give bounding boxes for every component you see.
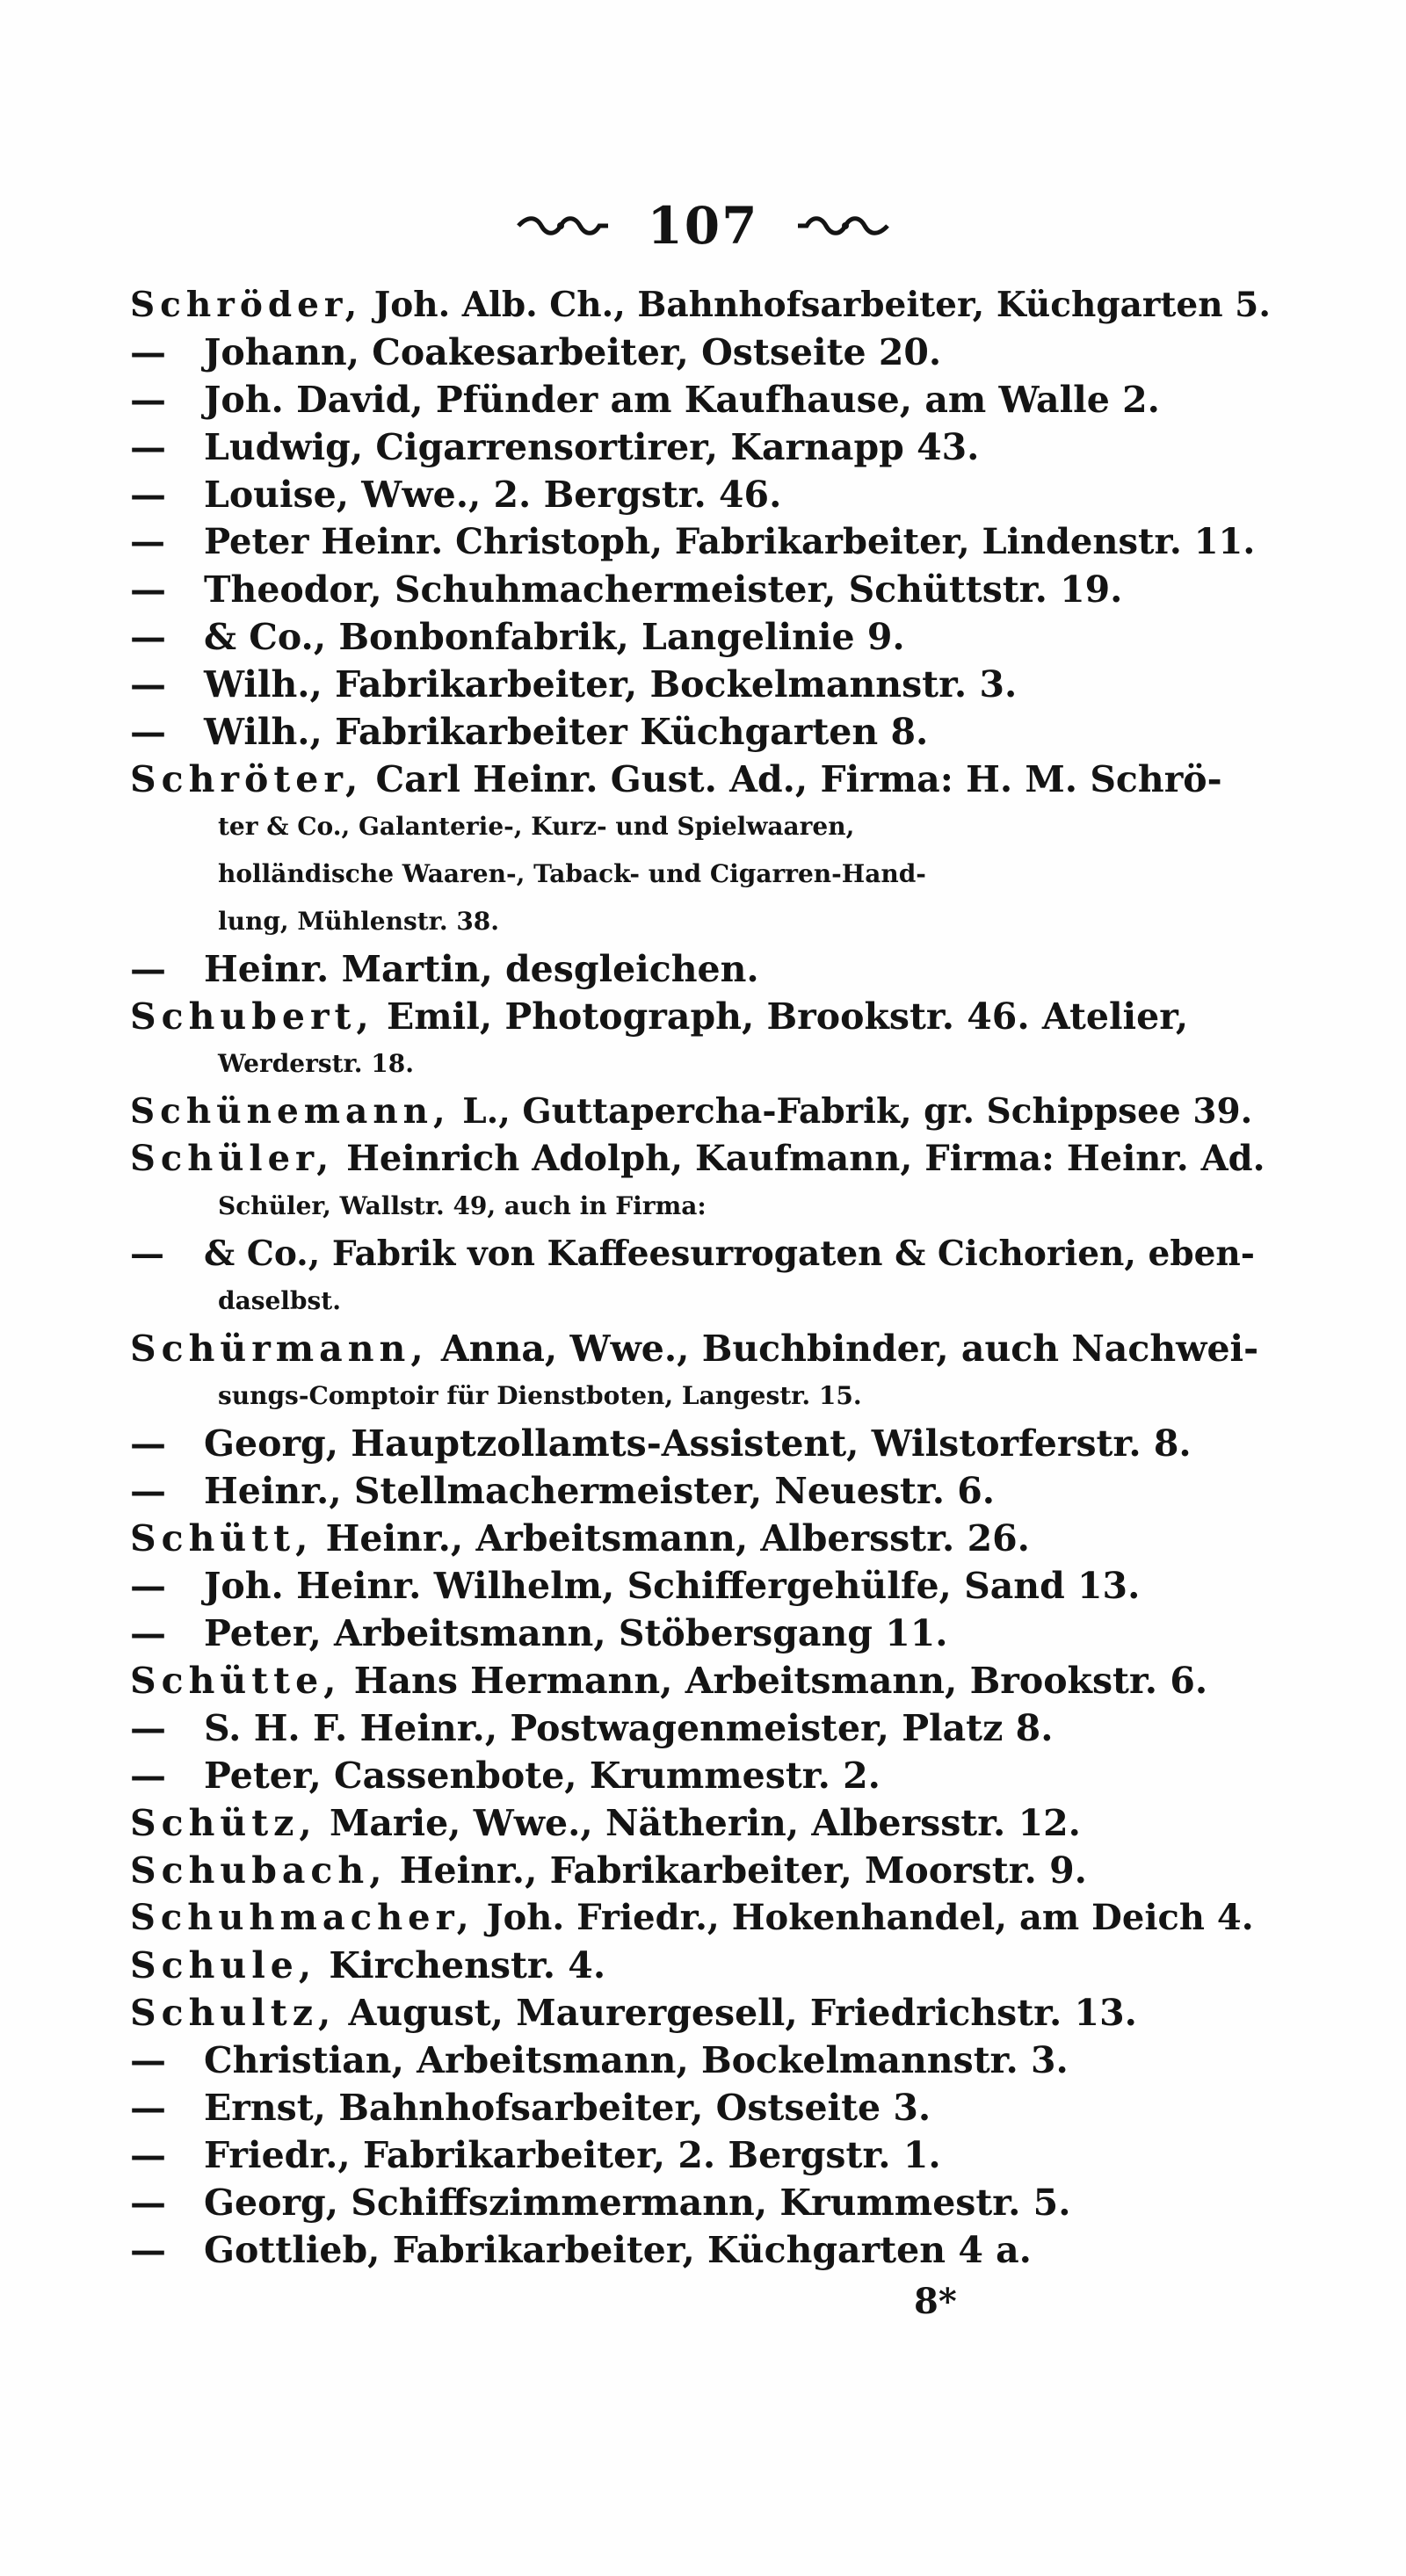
entry-text: Hans Hermann, Arbeitsmann, Brookstr. 6. xyxy=(341,1660,1208,1702)
entry-continuation: lung, Mühlenstr. 38. xyxy=(218,907,500,936)
entry-text: & Co., Bonbonfabrik, Langelinie 9. xyxy=(204,616,905,658)
directory-entry xyxy=(130,329,1272,376)
ditto-dash: — xyxy=(130,2134,166,2176)
entry-surname: Schröder, xyxy=(130,285,363,325)
directory-entry xyxy=(130,945,1272,993)
directory-entry xyxy=(130,1704,1272,1752)
entry-text: Anna, Wwe., Buchbinder, auch Nachwei- xyxy=(428,1328,1259,1370)
page-header xyxy=(0,195,1406,257)
entry-continuation: holländische Waaren-, Taback- und Cigarren-Hand- xyxy=(218,859,926,888)
entry-surname: Schünemann, xyxy=(130,1091,451,1132)
page-number: 107 xyxy=(647,196,759,256)
entry-text: Gottlieb, Fabrikarbeiter, Küchgarten 4 a. xyxy=(204,2229,1032,2271)
entry-surname: Schütt, xyxy=(130,1517,314,1559)
directory-entry xyxy=(130,1515,1272,1562)
entry-text: Georg, Hauptzollamts-Assistent, Wilstorferstr. 8. xyxy=(204,1422,1192,1465)
entry-text: Peter, Cassenbote, Krummestr. 2. xyxy=(204,1755,881,1797)
ditto-dash: — xyxy=(130,521,165,562)
entry-continuation: daselbst. xyxy=(218,1286,341,1315)
ditto-dash: — xyxy=(130,1565,166,1607)
entry-text: Ernst, Bahnhofsarbeiter, Ostseite 3. xyxy=(204,2087,931,2129)
entry-surname: Schröter, xyxy=(130,758,364,800)
directory-entry xyxy=(130,613,1272,661)
entry-text: Joh. David, Pfünder am Kaufhause, am Walle 2. xyxy=(204,379,1160,421)
ditto-dash: — xyxy=(130,1470,166,1512)
entry-surname: Schubert, xyxy=(130,995,374,1038)
directory-entry xyxy=(130,1420,1272,1467)
directory-entry xyxy=(130,1942,1272,1989)
entry-text: Heinrich Adolph, Kaufmann, Firma: Heinr. Ad. xyxy=(334,1138,1265,1179)
directory-entry xyxy=(130,2131,1272,2179)
entry-text: Louise, Wwe., 2. Bergstr. 46. xyxy=(204,474,782,516)
entry-text: Joh. Friedr., Hokenhandel, am Deich 4. xyxy=(474,1897,1254,1938)
directory-entry xyxy=(130,1610,1272,1657)
entry-text: Marie, Wwe., Nätherin, Albersstr. 12. xyxy=(316,1802,1081,1844)
entry-surname: Schuhmacher, xyxy=(130,1897,475,1938)
directory-entry xyxy=(130,281,1272,329)
ditto-dash: — xyxy=(130,1612,166,1654)
directory-entry xyxy=(130,1989,1272,2037)
entry-text: & Co., Fabrik von Kaffeesurrogaten & Cichorien, eben- xyxy=(204,1234,1255,1274)
directory-entry xyxy=(130,518,1272,566)
ditto-dash: — xyxy=(130,568,166,611)
entry-text: Christian, Arbeitsmann, Bockelmannstr. 3. xyxy=(204,2039,1069,2081)
ditto-dash: — xyxy=(130,379,166,421)
entry-text: Peter Heinr. Christoph, Fabrikarbeiter, Lindenstr. 11. xyxy=(204,521,1256,562)
entry-text: Emil, Photograph, Brookstr. 46. Atelier, xyxy=(373,995,1189,1038)
entry-text: Wilh., Fabrikarbeiter, Bockelmannstr. 3. xyxy=(204,663,1018,706)
right-ornament-icon xyxy=(794,213,891,239)
directory-entry xyxy=(130,1562,1272,1610)
directory-entry xyxy=(130,376,1272,423)
ditto-dash: — xyxy=(130,663,166,706)
ditto-dash: — xyxy=(130,331,166,373)
entry-text: Johann, Coakesarbeiter, Ostseite 20. xyxy=(204,331,942,373)
ditto-dash: — xyxy=(130,474,166,516)
directory-entry xyxy=(130,2037,1272,2084)
ditto-dash: — xyxy=(130,1755,166,1797)
entry-text: Georg, Schiffszimmermann, Krummestr. 5. xyxy=(204,2182,1071,2224)
ditto-dash: — xyxy=(130,1422,166,1465)
entry-continuation: sungs-Comptoir für Dienstboten, Langestr. 15. xyxy=(218,1381,862,1410)
directory-entry xyxy=(130,993,1272,1040)
ditto-dash: — xyxy=(130,426,166,468)
ditto-dash: — xyxy=(130,711,166,753)
entry-text: Heinr. Martin, desgleichen. xyxy=(204,948,759,990)
left-ornament-icon xyxy=(515,213,612,239)
entry-continuation: Schüler, Wallstr. 49, auch in Firma: xyxy=(218,1191,707,1220)
entry-surname: Schubach, xyxy=(130,1849,388,1892)
entry-text: Carl Heinr. Gust. Ad., Firma: H. M. Schrö- xyxy=(363,758,1222,800)
entry-text: L., Guttapercha-Fabrik, gr. Schippsee 39. xyxy=(450,1091,1253,1132)
ditto-dash: — xyxy=(130,948,166,990)
directory-entry xyxy=(130,566,1272,613)
entry-text: Heinr., Arbeitsmann, Albersstr. 26. xyxy=(313,1517,1030,1559)
entry-surname: Schüler, xyxy=(130,1138,335,1179)
entry-text: August, Maurergesell, Friedrichstr. 13. xyxy=(336,1992,1137,2034)
directory-entry xyxy=(130,756,1272,803)
directory-entry xyxy=(130,1752,1272,1799)
directory-entry xyxy=(130,1847,1272,1894)
directory-entry xyxy=(130,2179,1272,2226)
directory-entry xyxy=(130,1467,1272,1515)
ditto-dash: — xyxy=(130,2039,166,2081)
entry-text: Ludwig, Cigarrensortirer, Karnapp 43. xyxy=(204,426,980,468)
directory-entry xyxy=(130,2226,1272,2274)
directory-entry xyxy=(130,1088,1272,1135)
directory-entry xyxy=(130,708,1272,756)
directory-entry xyxy=(130,1657,1272,1704)
directory-entry xyxy=(130,423,1272,471)
ditto-dash: — xyxy=(130,2229,166,2271)
entry-surname: Schule, xyxy=(130,1944,317,1986)
entry-text: Joh. Alb. Ch., Bahnhofsarbeiter, Küchgarten 5. xyxy=(362,285,1271,325)
directory-entry xyxy=(130,471,1272,518)
signature-mark: 8* xyxy=(914,2281,957,2322)
entry-text: Theodor, Schuhmachermeister, Schüttstr. 19. xyxy=(204,568,1123,611)
directory-entry xyxy=(130,1894,1272,1942)
ditto-dash: — xyxy=(130,2182,166,2224)
directory-entries xyxy=(130,281,1272,2274)
entry-continuation: Werderstr. 18. xyxy=(218,1049,414,1078)
directory-entry xyxy=(130,1799,1272,1847)
entry-text: Peter, Arbeitsmann, Stöbersgang 11. xyxy=(204,1612,948,1654)
directory-entry xyxy=(130,1230,1272,1277)
ditto-dash: — xyxy=(130,2087,166,2129)
ditto-dash: — xyxy=(130,1234,164,1274)
entry-text: Joh. Heinr. Wilhelm, Schiffergehülfe, Sand 13. xyxy=(204,1565,1141,1607)
entry-surname: Schürmann, xyxy=(130,1328,429,1370)
directory-entry xyxy=(130,1135,1272,1183)
ditto-dash: — xyxy=(130,616,166,658)
entry-text: Kirchenstr. 4. xyxy=(316,1944,606,1986)
entry-text: Heinr., Fabrikarbeiter, Moorstr. 9. xyxy=(387,1849,1087,1892)
entry-surname: Schultz, xyxy=(130,1992,337,2034)
ditto-dash: — xyxy=(130,1707,166,1749)
directory-entry xyxy=(130,2084,1272,2131)
directory-entry xyxy=(130,1325,1272,1372)
entry-continuation: ter & Co., Galanterie-, Kurz- und Spielwaaren, xyxy=(218,812,855,841)
entry-text: Friedr., Fabrikarbeiter, 2. Bergstr. 1. xyxy=(204,2134,941,2176)
entry-surname: Schütte, xyxy=(130,1660,342,1702)
entry-text: Heinr., Stellmachermeister, Neuestr. 6. xyxy=(204,1470,996,1512)
directory-entry xyxy=(130,661,1272,708)
entry-surname: Schütz, xyxy=(130,1802,317,1844)
entry-text: Wilh., Fabrikarbeiter Küchgarten 8. xyxy=(204,711,929,753)
entry-text: S. H. F. Heinr., Postwagenmeister, Platz 8. xyxy=(204,1707,1054,1749)
